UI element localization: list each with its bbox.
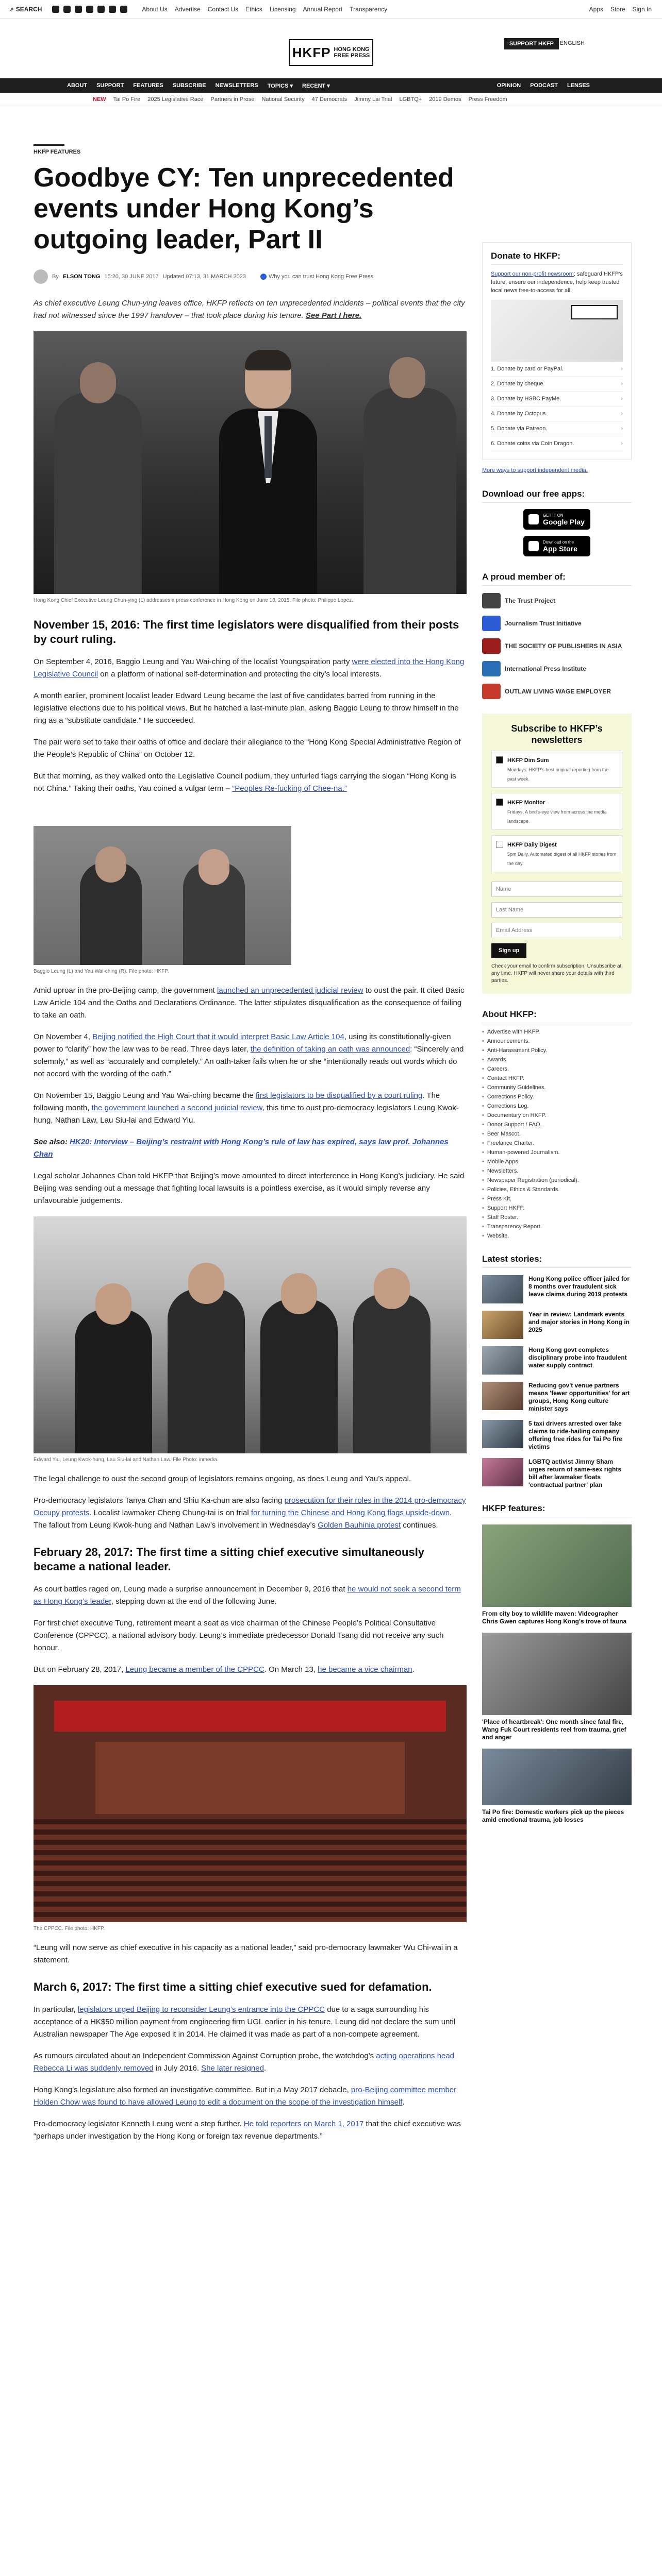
photo-caption: Baggio Leung (L) and Yau Wai-ching (R). File photo: HKFP. xyxy=(34,969,169,974)
about-link[interactable]: • Beer Mascot. xyxy=(482,1129,632,1139)
toplink-annual-report[interactable]: Annual Report xyxy=(303,5,343,13)
inline-link[interactable]: were elected into the Hong Kong Legislative Council xyxy=(34,657,465,679)
top-left xyxy=(10,5,589,13)
feature-story[interactable] xyxy=(482,1524,632,1625)
donate-option[interactable] xyxy=(491,421,623,436)
text: in July 2016. xyxy=(155,2064,200,2073)
nav-features[interactable]: FEATURES xyxy=(133,82,163,89)
social-icons xyxy=(52,6,127,13)
newsletter-desc: Mondays. HKFP's best original reporting from the past week. xyxy=(507,767,609,782)
paragraph: The legal challenge to oust the second group of legislators remains ongoing, as does Leung and Yau’s appeal. xyxy=(34,1475,411,1483)
member-logo[interactable] xyxy=(482,684,632,699)
donate-image xyxy=(491,300,623,362)
nav-podcast[interactable]: PODCAST xyxy=(530,82,558,89)
text: , this time to oust pro-democracy legislators Leung Kwok-hung, Nathan Law, Lau Siu-lai and Edward Yiu. xyxy=(34,1104,459,1125)
jti-icon xyxy=(482,616,501,631)
about-list xyxy=(482,1027,632,1241)
text: that the chief executive was “perhaps under investigation by the Hong Kong or foreign tax revenue departments.” xyxy=(34,2120,461,2141)
text: : “Sincerely and solemnly,” as well as “accurately and completely.” An oath-taker fails when he or she “intentionally reads out words which do not accord with the wording of the oath.” xyxy=(34,1045,464,1078)
inline-link[interactable]: acting operations head Rebecca Li was suddenly removed xyxy=(34,2052,455,2073)
text: . xyxy=(412,1665,415,1674)
latest-story[interactable] xyxy=(482,1275,632,1303)
text: . xyxy=(402,2098,405,2107)
donate-intro xyxy=(491,270,623,295)
trending-item[interactable]: Jimmy Lai Trial xyxy=(354,96,392,103)
photo-main-figure xyxy=(219,352,317,594)
apps-title: Download our free apps: xyxy=(482,489,632,503)
paragraph: Legal scholar Johannes Chan told HKFP that Beijing’s move amounted to direct interference in Hong Kong’s judiciary. He said Beijing was sending out a message that fighting local lawsuits is a pointless exercise, as it would simply reverse any unfavourable judgements. xyxy=(34,1172,465,1205)
photo-banner xyxy=(54,1701,446,1732)
photo-head xyxy=(374,1268,410,1309)
toplink-ethics[interactable]: Ethics xyxy=(245,5,262,13)
top-right-links xyxy=(589,6,652,13)
toplink-sign-in[interactable]: Sign In xyxy=(632,5,652,13)
nav-recent[interactable]: RECENT ▾ xyxy=(302,82,330,89)
text: Pro-democracy legislator Kenneth Leung went a step further. xyxy=(34,2120,242,2128)
inline-link[interactable]: prosecution for their roles in the 2014 pro-democracy Occupy protests xyxy=(34,1496,466,1517)
text: . Localist lawmaker Cheng Chung-tai is on trial xyxy=(89,1509,249,1517)
section-heading: November 15, 2016: The first time legislators were disqualified from their posts by court ruling. xyxy=(34,618,459,646)
about-link[interactable]: • Donor Support / FAQ. xyxy=(482,1120,632,1129)
article-lead xyxy=(34,297,467,322)
paragraph xyxy=(34,985,467,1022)
inline-link[interactable]: Leung became a member of the CPPCC xyxy=(125,1665,264,1674)
newsletter-note: Check your email to confirm subscription. Unsubscribe at any time. HKFP will never share your details with third parties. xyxy=(491,963,622,984)
article-title: Goodbye CY: Ten unprecedented events under Hong Kong’s outgoing leader, Part II xyxy=(34,163,454,255)
option-label: 3. Donate by HSBC PayMe. xyxy=(491,396,561,402)
newsletter-name: HKFP Daily Digest xyxy=(507,842,557,848)
author-avatar xyxy=(34,269,48,284)
newsletter-name: HKFP Dim Sum xyxy=(507,757,549,764)
newsletter-desc: Fridays. A bird's-eye view from across the media landscape. xyxy=(507,809,607,824)
about-link[interactable]: • Contact HKFP. xyxy=(482,1074,632,1083)
chevron-right-icon: › xyxy=(621,411,623,417)
toplink-contact[interactable]: Contact Us xyxy=(207,5,239,13)
logo-line1: HONG KONG xyxy=(334,46,370,53)
author-name[interactable]: ELSON TONG xyxy=(62,274,101,280)
story-thumbnail xyxy=(482,1275,523,1303)
support-hkfp-button[interactable]: SUPPORT HKFP xyxy=(504,38,559,49)
section-heading: March 6, 2017: The first time a sitting chief executive sued for defamation. xyxy=(34,1980,432,1993)
text: As court battles raged on, Leung made a surprise announcement in December 9, 2016 that xyxy=(34,1585,345,1594)
top-links xyxy=(142,6,387,13)
nav-about[interactable]: ABOUT xyxy=(67,82,88,89)
text: . The following month, xyxy=(34,1091,440,1112)
donate-title: Donate to HKFP: xyxy=(491,251,623,265)
apple-icon xyxy=(528,541,539,551)
photo-caption: Edward Yiu, Leung Kwok-hung, Lau Siu-lai and Nathan Law. File Photo: inmedia. xyxy=(34,1457,219,1463)
section-heading: February 28, 2017: The first time a sitting chief executive simultaneously became a national leader. xyxy=(34,1546,425,1573)
checkbox[interactable] xyxy=(496,799,503,806)
paragraph xyxy=(34,1583,467,1608)
story-thumbnail xyxy=(482,1458,523,1486)
toplink-licensing[interactable]: Licensing xyxy=(269,5,296,13)
features-box xyxy=(482,1503,632,1824)
search-button[interactable] xyxy=(10,5,42,13)
paragraph: A month earlier, prominent localist leader Edward Leung became the last of five candidates barred from running in the legislative elections due to his political views. But he hatched a last-minute plan, asking Baggio Leung to throw himself in the ring as a “substitute candidate.” He succeeded. xyxy=(34,691,459,725)
text: As rumours circulated about an Independent Commission Against Corruption probe, the watchdog’s xyxy=(34,2052,374,2060)
about-link[interactable]: • Transparency Report. xyxy=(482,1222,632,1231)
text: , using its constitutionally-given power to “clarify” how the law was to be read. Three days later, xyxy=(34,1032,451,1054)
inline-link[interactable]: he became a vice chairman xyxy=(318,1665,412,1674)
lead-text: As chief executive Leung Chun-ying leaves office, HKFP reflects on ten unprecedented incidents – political events that the city had not witnessed since the 1997 handover – that took place during his tenure. xyxy=(34,299,465,320)
donate-option[interactable] xyxy=(491,377,623,392)
photo-cppcc xyxy=(34,1685,467,1922)
see-also-link[interactable]: HK20: Interview – Beijing’s restraint with Hong Kong’s rule of law has expired, says law prof. Johannes Chan xyxy=(34,1138,449,1159)
option-label: 6. Donate coins via Coin Dragon. xyxy=(491,440,574,447)
trending-item[interactable]: 2019 Demos xyxy=(429,96,461,103)
text: , stepping down at the end of the following June. xyxy=(111,1597,277,1606)
trending-item[interactable]: Tai Po Fire xyxy=(113,96,141,103)
latest-title: Latest stories: xyxy=(482,1254,632,1268)
article xyxy=(34,144,467,2143)
linkedin-icon[interactable] xyxy=(109,6,116,13)
member-title: A proud member of: xyxy=(482,572,632,586)
photo-baggio-yau xyxy=(34,826,291,965)
trending-bar xyxy=(0,93,662,106)
text: on a platform of national self-determination and protecting the city’s local interests. xyxy=(100,670,382,679)
paragraph xyxy=(34,656,467,681)
photo-figure xyxy=(260,1299,338,1453)
about-link[interactable]: • Mobile Apps. xyxy=(482,1157,632,1166)
text: . xyxy=(263,2064,267,2073)
member-logo[interactable] xyxy=(482,616,632,631)
about-link[interactable]: • Human-powered Journalism. xyxy=(482,1148,632,1157)
newsletter-option-monitor[interactable] xyxy=(491,793,622,830)
store-top: GET IT ON xyxy=(543,513,564,518)
nav-subscribe[interactable]: SUBSCRIBE xyxy=(172,82,206,89)
photo-figure xyxy=(353,1294,431,1453)
trending-item[interactable]: LGBTQ+ xyxy=(399,96,422,103)
about-link[interactable]: • Press Kit. xyxy=(482,1194,632,1204)
text: continues. xyxy=(403,1521,438,1530)
chevron-right-icon: › xyxy=(621,426,623,432)
checkbox[interactable] xyxy=(496,756,503,764)
text: . On March 13, xyxy=(264,1665,316,1674)
chevron-right-icon: › xyxy=(621,440,623,447)
newsletter-title: Subscribe to HKFP’s newsletters xyxy=(511,723,603,745)
option-label: 2. Donate by cheque. xyxy=(491,381,545,387)
about-link[interactable]: • Newspaper Registration (periodical). xyxy=(482,1176,632,1185)
photo-hair xyxy=(245,350,291,370)
photo-head xyxy=(188,1263,224,1304)
toplink-advertise[interactable]: Advertise xyxy=(174,5,201,13)
member-logo[interactable] xyxy=(482,593,632,608)
site-logo[interactable] xyxy=(289,39,373,66)
about-link[interactable]: • Awards. xyxy=(482,1055,632,1064)
toplink-transparency[interactable]: Transparency xyxy=(350,5,388,13)
logo-mark: HKFP xyxy=(292,44,331,60)
story-title: Year in review: Landmark events and major stories in Hong Kong in 2025 xyxy=(528,1311,630,1333)
option-label: 5. Donate via Patreon. xyxy=(491,426,548,432)
logo-text xyxy=(334,46,370,59)
text: Pro-democracy legislators Tanya Chan and Shiu Ka-chun are also facing xyxy=(34,1496,283,1505)
member-name: THE SOCIETY OF PUBLISHERS IN ASIA xyxy=(505,642,622,650)
donate-option[interactable] xyxy=(491,436,623,451)
donate-image-logo xyxy=(571,305,618,319)
story-thumbnail xyxy=(482,1311,523,1339)
donate-option[interactable] xyxy=(491,406,623,421)
text: : safeguard HKFP's future, ensure our independence, help keep trusted local news free-to-access for all. xyxy=(491,271,623,294)
search-icon: ⌕ xyxy=(10,5,14,12)
more-ways-link[interactable]: More ways to support independent media. xyxy=(482,467,588,473)
story-title: 5 taxi drivers arrested over fake claims to ride-hailing company offering free rides for Tai Po fire victims xyxy=(528,1420,622,1450)
inline-link[interactable]: Beijing notified the High Court that it would interpret Basic Law Article 104 xyxy=(92,1032,344,1041)
nav-right xyxy=(497,82,662,89)
text: due to a saga surrounding his acceptance of a HK$50 million payment from engineering firm UGL earlier in his tenure. Leung did not declare the sum until Australian newspaper The Age exposed it in 2014. He claimed it was made as part of a non-compete agreement. xyxy=(34,2005,456,2039)
photo-stage xyxy=(95,1742,405,1814)
latest-story[interactable] xyxy=(482,1382,632,1413)
about-link[interactable]: • Freelance Charter. xyxy=(482,1139,632,1148)
see-also-prefix: See also: xyxy=(34,1138,68,1146)
paragraph xyxy=(34,2050,467,2075)
newsletter-option-dim-sum[interactable] xyxy=(491,751,622,788)
about-link[interactable]: • Anti-Harassment Policy. xyxy=(482,1046,632,1055)
inline-link[interactable]: first legislators to be disqualified by a court ruling xyxy=(255,1091,423,1100)
see-part-one-link[interactable]: See Part I here. xyxy=(305,311,362,320)
paragraph xyxy=(34,1495,467,1532)
photo-figure-bg xyxy=(54,393,142,594)
why-trust-link[interactable] xyxy=(260,274,373,280)
story-title: Hong Kong police officer jailed for 8 months over fraudulent sick leave claims during 2019 protests xyxy=(528,1275,630,1298)
photo-figure-bg-head xyxy=(80,362,116,403)
about-link[interactable]: • Announcements. xyxy=(482,1037,632,1046)
updated-date: Updated 07:13, 31 MARCH 2023 xyxy=(162,274,246,280)
paragraph xyxy=(34,2004,467,2041)
nav-lenses[interactable]: LENSES xyxy=(567,82,590,89)
member-name: Journalism Trust Initiative xyxy=(505,620,582,627)
trending-item[interactable]: Press Freedom xyxy=(468,96,507,103)
paragraph xyxy=(34,2118,467,2143)
why-trust-label: Why you can trust Hong Kong Free Press xyxy=(269,274,373,280)
app-store-button[interactable] xyxy=(523,536,590,556)
feature-story[interactable] xyxy=(482,1633,632,1741)
text: But on February 28, 2017, xyxy=(34,1665,124,1674)
telegram-icon[interactable] xyxy=(97,6,105,13)
features-title: HKFP features: xyxy=(482,1503,632,1517)
photo-head xyxy=(95,846,126,883)
article-kicker[interactable]: HKFP FEATURES xyxy=(34,144,64,155)
donate-option[interactable] xyxy=(491,392,623,406)
about-box xyxy=(482,1009,632,1241)
about-link[interactable]: • Careers. xyxy=(482,1064,632,1074)
newsletter-box xyxy=(482,714,632,994)
apps-box xyxy=(482,489,632,556)
inline-link[interactable]: the definition of taking an oath was announced xyxy=(250,1045,410,1054)
photo-figure xyxy=(75,1309,152,1453)
toplink-store[interactable]: Store xyxy=(610,5,625,13)
chevron-right-icon: › xyxy=(621,396,623,402)
latest-story[interactable] xyxy=(482,1458,632,1489)
inline-link[interactable]: He told reporters on March 1, 2017 xyxy=(243,2120,364,2128)
about-link[interactable]: • Advertise with HKFP. xyxy=(482,1027,632,1037)
toplink-apps[interactable]: Apps xyxy=(589,5,603,13)
photo-head xyxy=(281,1273,317,1314)
feature-title: Tai Po fire: Domestic workers pick up the pieces amid emotional trauma, job losses xyxy=(482,1808,624,1823)
last-name-field[interactable] xyxy=(491,902,622,918)
name-field[interactable] xyxy=(491,882,622,897)
about-title: About HKFP: xyxy=(482,1009,632,1023)
facebook-icon[interactable] xyxy=(52,6,59,13)
feature-title: From city boy to wildlife maven: Videographer Chris Gwen captures Hong Kong's trove of fauna xyxy=(482,1610,627,1625)
about-link[interactable]: • Community Guidelines. xyxy=(482,1083,632,1092)
inline-link[interactable]: Golden Bauhinia protest xyxy=(318,1521,401,1530)
trending-item[interactable]: 2025 Legislative Race xyxy=(147,96,204,103)
chevron-right-icon: › xyxy=(621,381,623,387)
story-title: Hong Kong govt completes disciplinary probe into fraudulent water supply contract xyxy=(528,1346,627,1369)
chevron-right-icon: › xyxy=(621,366,623,372)
instagram-icon[interactable] xyxy=(75,6,82,13)
feature-image xyxy=(482,1524,632,1607)
text: to oust the pair. It cited Basic Law Article 104 and the Oaths and Declarations Ordinance. The latter stipulates disqualification as the consequence of failing to take an oath. xyxy=(34,986,465,1020)
about-link[interactable]: • Policies, Ethics & Standards. xyxy=(482,1185,632,1194)
living-wage-icon xyxy=(482,684,501,699)
about-link[interactable]: • Newsletters. xyxy=(482,1166,632,1176)
google-play-button[interactable] xyxy=(523,509,590,530)
newsletter-option-daily[interactable] xyxy=(491,835,622,872)
story-title: LGBTQ activist Jimmy Sham urges return of same-sex rights bill after lawmaker floats 'contractual partner' plan xyxy=(528,1458,622,1488)
youtube-icon[interactable] xyxy=(86,6,93,13)
byline xyxy=(34,269,467,284)
paragraph xyxy=(34,1090,467,1127)
search-label: SEARCH xyxy=(15,5,42,13)
photo-head xyxy=(198,849,229,885)
x-icon[interactable] xyxy=(63,6,71,13)
member-name: International Press Institute xyxy=(505,665,587,672)
about-link[interactable]: • Website. xyxy=(482,1231,632,1241)
feature-image xyxy=(482,1749,632,1805)
paragraph xyxy=(34,2084,467,2109)
members-box xyxy=(482,572,632,699)
store-name: App Store xyxy=(543,544,577,553)
text: In particular, xyxy=(34,2005,76,2014)
nav-opinion[interactable]: OPINION xyxy=(496,82,521,89)
paragraph xyxy=(34,1664,467,1676)
photo-figure-bg xyxy=(363,388,456,594)
see-also xyxy=(34,1136,467,1161)
author-prefix: By xyxy=(52,274,59,280)
feature-title: 'Place of heartbreak': One month since fatal fire, Wang Fuk Court residents reel from trauma, grief and anger xyxy=(482,1718,626,1741)
photo-caption: Hong Kong Chief Executive Leung Chun-ying (L) addresses a press conference in Hong Kong on June 18, 2015. File photo: Philippe Lopez. xyxy=(34,598,353,603)
nav-newsletters[interactable]: NEWSLETTERS xyxy=(215,82,258,89)
inline-link[interactable]: he would not seek a second term as Hong Kong’s leader xyxy=(34,1585,461,1606)
inline-link[interactable]: pro-Beijing committee member Holden Chow was found to have allowed Leung to edit a document on the scope of the investigation himself xyxy=(34,2086,457,2107)
story-thumbnail xyxy=(482,1382,523,1410)
paragraph: “Leung will now serve as chief executive in his capacity as a national leader,” said pro-democracy lawmaker Wu Chi-wai in a statement. xyxy=(34,1943,458,1964)
trending-new-label: NEW xyxy=(93,96,106,103)
latest-story[interactable] xyxy=(482,1311,632,1339)
photo-seating xyxy=(34,1819,467,1922)
email-field[interactable] xyxy=(491,923,622,938)
paragraph: For first chief executive Tung, retirement meant a seat as vice chairman of the Chinese People’s Political Consultative Conference (CPPCC), a national advisory body. Leung’s immediate predecessor Donald Tsang did not receive any such honour. xyxy=(34,1619,444,1652)
paragraph: The pair were set to take their oaths of office and declare their allegiance to the “Hong Kong Special Administrative Region of the People’s Republic of China” on October 12. xyxy=(34,738,461,759)
story-thumbnail xyxy=(482,1346,523,1375)
photo-four-legislators xyxy=(34,1216,467,1453)
inline-link[interactable]: launched an unprecedented judicial review xyxy=(217,986,363,995)
top-utility-bar xyxy=(0,0,662,19)
inline-link[interactable]: She later resigned xyxy=(201,2064,264,2073)
feature-story[interactable] xyxy=(482,1749,632,1824)
language-switch[interactable]: ENGLISH xyxy=(559,40,585,46)
option-label: 4. Donate by Octopus. xyxy=(491,411,548,417)
trending-item[interactable]: Partners in Prose xyxy=(210,96,255,103)
option-label: 1. Donate by card or PayPal. xyxy=(491,366,564,372)
text: Hong Kong’s legislature also formed an investigative committee. But in a May 2017 debacle, xyxy=(34,2086,349,2094)
inline-link[interactable]: “Peoples Re-fucking of Chee-na.” xyxy=(232,784,347,793)
nav-support[interactable]: SUPPORT xyxy=(96,82,124,89)
rss-icon[interactable] xyxy=(120,6,127,13)
donate-link[interactable]: Support our non-profit newsroom xyxy=(491,271,574,277)
nav-topics[interactable]: TOPICS ▾ xyxy=(267,82,293,89)
text: But that morning, as they walked onto the Legislative Council podium, they unfurled flags carrying the slogan “Hong Kong is not China.” Taking their oaths, Yau coined a vulgar term – xyxy=(34,772,456,793)
signup-button[interactable]: Sign up xyxy=(491,943,526,958)
inline-link[interactable]: the government launched a second judicial review xyxy=(91,1104,262,1112)
latest-story[interactable] xyxy=(482,1420,632,1451)
about-link[interactable]: • Documentary on HKFP. xyxy=(482,1111,632,1120)
story-thumbnail xyxy=(482,1420,523,1448)
paragraph xyxy=(34,1031,467,1080)
about-link[interactable]: • Support HKFP. xyxy=(482,1204,632,1213)
newsletter-name: HKFP Monitor xyxy=(507,800,545,806)
photo-tie xyxy=(264,416,272,478)
sidebar xyxy=(482,242,632,1824)
photo-caption: The CPPCC. File photo: HKFP. xyxy=(34,1926,105,1931)
photo-figure xyxy=(168,1289,245,1453)
feature-image xyxy=(482,1633,632,1715)
trust-icon xyxy=(260,274,267,280)
trending-item[interactable]: 47 Democrats xyxy=(311,96,347,103)
checkbox[interactable] xyxy=(496,841,503,848)
photo-leung-press-conference xyxy=(34,331,467,594)
latest-box xyxy=(482,1254,632,1489)
photo-figure-bg-head xyxy=(389,357,425,398)
inline-link[interactable]: for turning the Chinese and Hong Kong flags upside-down xyxy=(251,1509,450,1517)
trust-project-icon xyxy=(482,593,501,608)
text: . The fallout from Leung Kwok-hung and Nathan Law’s involvement in Wednesday’s xyxy=(34,1509,452,1530)
toplink-about[interactable]: About Us xyxy=(142,5,168,13)
ipi-icon xyxy=(482,661,501,676)
latest-story[interactable] xyxy=(482,1346,632,1375)
member-name: The Trust Project xyxy=(505,597,556,604)
main-nav xyxy=(0,78,662,93)
google-play-icon xyxy=(528,514,539,524)
store-top: Download on the xyxy=(543,539,574,545)
donate-option[interactable] xyxy=(491,362,623,377)
text: On November 15, Baggio Leung and Yau Wai-ching became the xyxy=(34,1091,254,1100)
text: On September 4, 2016, Baggio Leung and Yau Wai-ching of the localist Youngspiration party xyxy=(34,657,350,666)
about-link[interactable]: • Staff Roster. xyxy=(482,1213,632,1222)
logo-line2: FREE PRESS xyxy=(334,53,370,59)
paragraph xyxy=(34,770,467,795)
member-name: OUTLAW LIVING WAGE EMPLOYER xyxy=(505,688,611,695)
member-logo[interactable] xyxy=(482,638,632,654)
donate-box xyxy=(482,242,632,460)
about-link[interactable]: • Corrections Log. xyxy=(482,1101,632,1111)
store-name: Google Play xyxy=(543,517,585,526)
text: Amid uproar in the pro-Beijing camp, the government xyxy=(34,986,215,995)
photo-head xyxy=(95,1283,131,1325)
sopa-icon xyxy=(482,638,501,654)
member-logo[interactable] xyxy=(482,661,632,676)
text: On November 4, xyxy=(34,1032,91,1041)
newsletter-desc: 5pm Daily. Automated digest of all HKFP stories from the day. xyxy=(507,852,617,866)
dateline: 15:20, 30 JUNE 2017 xyxy=(104,274,159,280)
inline-link[interactable]: legislators urged Beijing to reconsider Leung’s entrance into the CPPCC xyxy=(77,2005,325,2014)
story-title: Reducing gov't venue partners means 'fewer opportunities' for art groups, Hong Kong culture minister says xyxy=(528,1382,630,1412)
about-link[interactable]: • Corrections Policy. xyxy=(482,1092,632,1101)
trending-item[interactable]: National Security xyxy=(261,96,305,103)
